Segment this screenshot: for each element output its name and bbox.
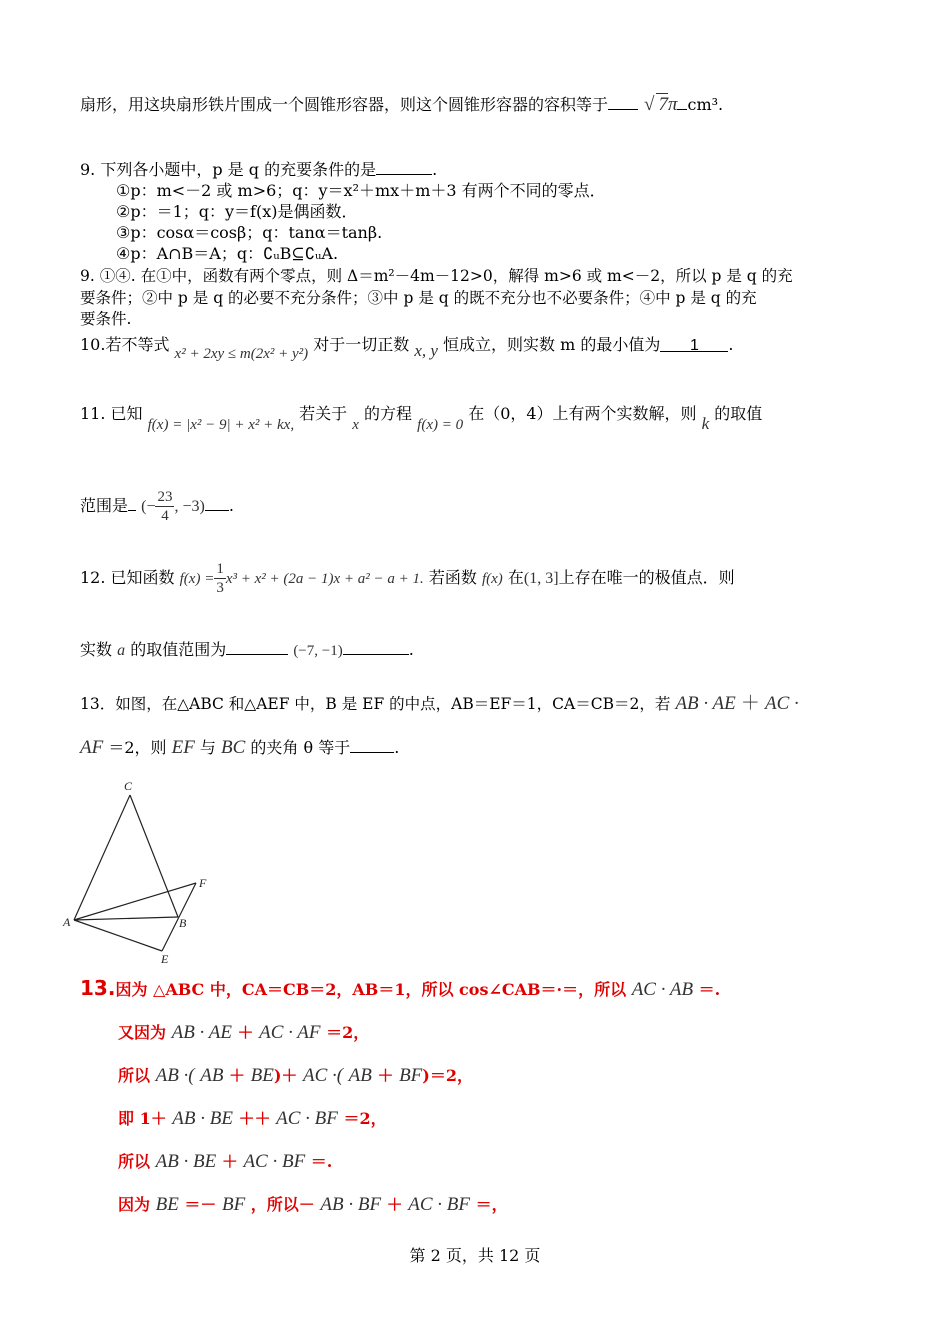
q9-stem-text: 9. 下列各小题中，p 是 q 的充要条件的是 (80, 160, 377, 179)
q12-frac-num: 1 (216, 561, 224, 577)
solution-vector: AC · AF (259, 1022, 321, 1043)
q9-item-2: ②p：＝1；q：y＝f(x)是偶函数． (116, 202, 358, 221)
blank (677, 93, 687, 110)
q13-vector-4: EF (171, 737, 195, 758)
page-footer: 第 2 页，共 12 页 (409, 1246, 541, 1265)
solution-text-end: ＝2， (343, 1109, 387, 1128)
solution-text: ，所以－ (250, 1195, 315, 1214)
q11-range-open: (− (141, 498, 156, 515)
edge-cb (130, 795, 178, 917)
q12-mid2: 在 (507, 568, 524, 587)
solution-text: 因为 △ABC 中，CA＝CB＝2，AB＝1，所以 cos∠CAB＝·＝，所以 (115, 980, 627, 999)
label-e: E (161, 952, 169, 966)
q11-frac-num: 23 (157, 489, 173, 505)
blank (226, 638, 288, 655)
solution-line-2 (118, 1020, 369, 1044)
q11-fraction (155, 488, 174, 525)
q11-mid2: 的方程 (364, 404, 413, 423)
q10-formula: x² + 2xy ≤ m(2x² + y²) (174, 346, 309, 362)
solution-vector: AC · BF (276, 1108, 338, 1129)
blank (350, 736, 394, 753)
solution-op: ＋ (221, 1152, 238, 1171)
solution-vector: AB (348, 1065, 372, 1086)
edge-af (74, 883, 196, 920)
solution-text-end: )＝2， (422, 1066, 473, 1085)
q13-line-2 (80, 736, 399, 759)
solution-text: 所以 (118, 1066, 151, 1085)
solution-vector: BE (155, 1194, 179, 1215)
q12-tail: 上存在唯一的极值点．则 (558, 568, 735, 587)
q12-line-2 (80, 638, 414, 662)
q9-stem-end: . (432, 160, 438, 179)
q13-text: 13．如图，在△ABC 和△AEF 中，B 是 EF 的中点，AB＝EF＝1，CA＝CB＝2，若 (80, 695, 671, 713)
q8-answer: √ 7π (644, 94, 678, 115)
q9-solution-line-2: 要条件；②中 p 是 q 的必要不充分条件；③中 p 是 q 的既不充分也不必要条件；④中 p 是 q 的充 (80, 289, 757, 307)
solution-vector: AC · AB (631, 979, 694, 1000)
solution-op: ＝－ (184, 1195, 217, 1214)
q12-line-1 (80, 558, 735, 599)
q9-solution-line-3: 要条件. (80, 310, 132, 328)
solution-op: )＋ (273, 1066, 298, 1085)
solution-vector: AB ·( (155, 1065, 195, 1086)
solution-vector: AC ·( (302, 1065, 344, 1086)
q13-line-1 (80, 693, 799, 715)
q12-f-lhs: f(x) = (179, 571, 215, 587)
solution-vector: BF (221, 1194, 246, 1215)
q10-vars: x, y (414, 341, 438, 360)
label-f: F (199, 876, 207, 890)
q11-range-close: , −3) (174, 498, 205, 515)
solution-text-end: ＝， (475, 1195, 508, 1214)
q11-tail: 的取值 (714, 404, 763, 423)
solution-vector: AC · BF (408, 1194, 470, 1215)
solution-vector: BF (399, 1065, 423, 1086)
q12-prefix: 12. 已知函数 (80, 568, 175, 587)
solution-number: 13. (80, 976, 116, 1000)
solution-vector: AB · AE (171, 1022, 232, 1043)
q8-answer-radicand: 7 (658, 94, 668, 115)
label-c: C (124, 779, 133, 793)
solution-op: ＋ (229, 1066, 246, 1085)
q11-mid1: 若关于 (299, 404, 348, 423)
blank (608, 93, 638, 110)
q9-solution-line-1: 9. ①④. 在①中，函数有两个零点，则 Δ＝m²－4m－12>0，解得 m>6 或 m<－2，所以 p 是 q 的充 (80, 267, 793, 285)
q13-mid: ＝2，则 (108, 738, 167, 757)
q12-fx: f(x) (481, 571, 503, 587)
q11-eq: f(x) = 0 (417, 417, 464, 433)
q10-answer: 1 (660, 335, 728, 352)
solution-line-4 (118, 1106, 387, 1130)
q12-answer: (−7, −1) (293, 643, 343, 659)
solution-op: ＋ (237, 1023, 254, 1042)
solution-text-end: ＝. (310, 1152, 333, 1171)
q12-line2-mid: 的取值范围为 (130, 640, 227, 659)
solution-text: 又因为 (118, 1023, 167, 1042)
edge-ae (74, 920, 162, 951)
label-b: B (179, 916, 187, 930)
q8-text: 扇形，用这块扇形铁片围成一个圆锥形容器，则这个圆锥形容器的容积等于 (80, 95, 609, 114)
q11-var-k: k (701, 414, 710, 433)
q11-line-2 (80, 486, 234, 527)
q12-f-rhs: x³ + x² + (2a − 1)x + a² − a + 1. (225, 571, 424, 587)
q11-range-prefix: 范围是 (80, 496, 129, 515)
q10-suffix: 恒成立，则实数 m 的最小值为 (443, 335, 661, 354)
solution-vector: AB (200, 1065, 224, 1086)
blank (128, 494, 136, 511)
q12-var-a: a (117, 642, 126, 659)
q11-mid3: 在（0，4）上有两个实数解，则 (468, 404, 697, 423)
q10-middle: 对于一切正数 (313, 335, 410, 354)
q10-prefix: 10.若不等式 (80, 335, 170, 354)
edge-ac (74, 795, 130, 920)
q10-end: . (728, 335, 734, 354)
q9-item-3: ③p：cosα＝cosβ；q：tanα＝tanβ. (116, 223, 383, 242)
q9-stem (80, 158, 437, 181)
q11-var-x: x (352, 417, 359, 433)
q12-fraction (214, 560, 226, 597)
q11-formula: f(x) = |x² − 9| + x² + kx, (147, 417, 295, 433)
solution-text-end: ＝2， (326, 1023, 370, 1042)
solution-text-end: ＝. (698, 980, 721, 999)
q12-line2-prefix: 实数 (80, 640, 113, 659)
solution-line-6 (118, 1192, 508, 1216)
q13-end: . (394, 738, 400, 757)
q12-end: . (408, 640, 414, 659)
q10-line (80, 334, 734, 362)
solution-text: 即 1＋ (118, 1109, 167, 1128)
blank (343, 638, 409, 655)
solution-vector: AB · BF (320, 1194, 382, 1215)
q12-frac-den: 3 (216, 580, 224, 596)
solution-vector: AC · BF (243, 1151, 306, 1172)
q12-mid: 若函数 (428, 568, 477, 587)
solution-op: ＋＋ (238, 1109, 271, 1128)
solution-op: ＋ (386, 1195, 403, 1214)
q9-item-1: ①p：m<－2 或 m>6；q：y＝x²＋mx＋m＋3 有两个不同的零点． (116, 181, 606, 200)
q9-item-4: ④p：A∩B＝A；q：∁ᵤB⊆∁ᵤA. (116, 244, 339, 263)
q13-mid2: 与 (199, 738, 216, 757)
solution-line-3 (118, 1063, 473, 1087)
q11-line-1 (80, 403, 763, 433)
pi-symbol: π (667, 94, 678, 115)
solution-line-1 (80, 976, 720, 1001)
q13-vector-5: BC (221, 737, 246, 758)
q11-end: . (228, 496, 234, 515)
q11-frac-den: 4 (161, 508, 169, 524)
edge-ab (74, 917, 178, 920)
solution-vector: BE (250, 1065, 274, 1086)
blank (205, 494, 229, 511)
solution-text: 所以 (118, 1152, 151, 1171)
q13-tail: 的夹角 θ 等于 (250, 738, 351, 757)
label-a: A (63, 915, 71, 929)
q12-interval: (1, 3] (523, 570, 559, 587)
q13-vector-2: AC · (764, 693, 799, 714)
solution-vector: AB · BE (172, 1108, 233, 1129)
solution-vector: AB · BE (155, 1151, 217, 1172)
solution-text: 因为 (118, 1195, 151, 1214)
q8-tail-line (80, 93, 723, 116)
solution-op: ＋ (377, 1066, 394, 1085)
q8-unit: cm³. (687, 95, 724, 114)
q13-plus: ＋ (740, 693, 760, 714)
blank (376, 158, 432, 175)
q11-prefix: 11. 已知 (80, 404, 143, 423)
solution-line-5 (118, 1149, 332, 1173)
q13-vector-1: AB · AE (675, 693, 736, 714)
triangle-figure (60, 775, 220, 970)
q13-vector-3: AF (80, 737, 104, 758)
